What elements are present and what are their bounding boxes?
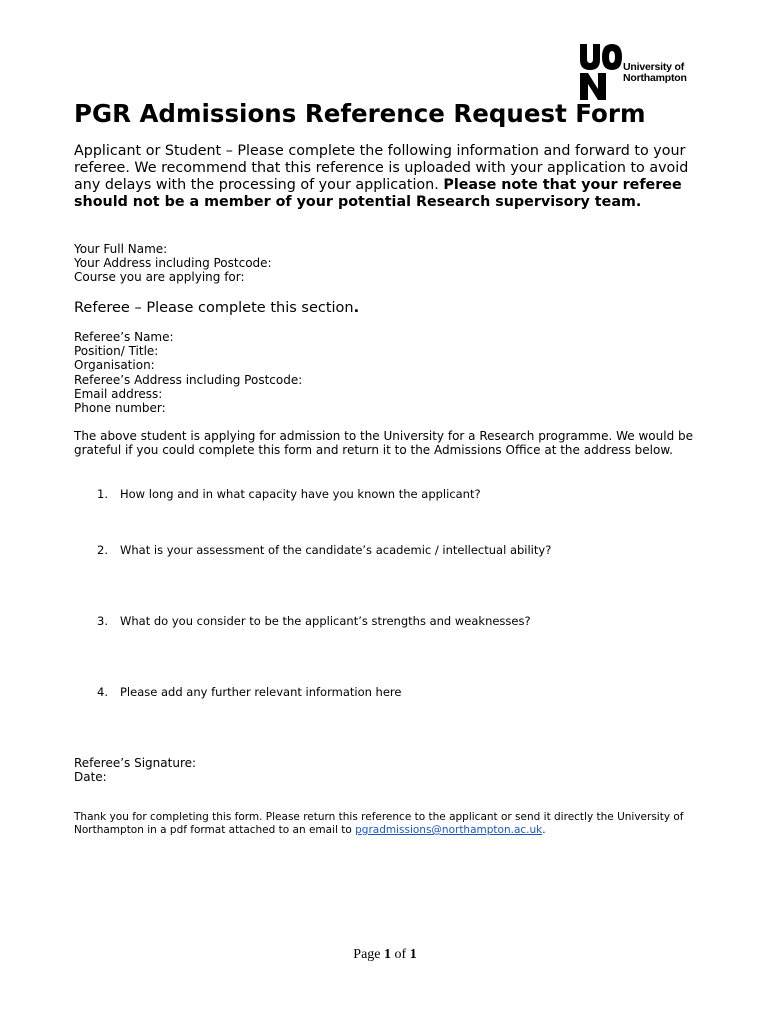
question-4 — [97, 685, 401, 699]
of-word: of — [394, 947, 407, 962]
email-link[interactable]: pgradmissions@northampton.ac.uk — [355, 824, 543, 836]
phone-label: Phone number: — [74, 401, 166, 416]
question-text: Please add any further relevant information here — [120, 685, 402, 699]
page-word: Page — [353, 947, 381, 962]
question-number: 4. — [97, 685, 108, 699]
current-page: 1 — [384, 947, 392, 962]
email-label: Email address: — [74, 386, 163, 401]
intro-text: Applicant or Student – Please complete the following information and forward to your referee. We recommend that this reference is uploaded with your application to avoid any delays with the processing of your application. — [74, 143, 689, 193]
university-logo — [579, 43, 709, 101]
question-1 — [97, 487, 481, 501]
referee-section-heading — [74, 299, 359, 317]
logo-line-2: Northampton — [623, 72, 687, 84]
thanks-end: . — [542, 824, 546, 836]
question-number: 3. — [97, 614, 108, 628]
question-number: 1. — [97, 487, 108, 501]
address-label: Your Address including Postcode: — [74, 256, 272, 271]
applicant-fields — [74, 242, 272, 285]
organisation-label: Organisation: — [74, 358, 155, 373]
question-text: What do you consider to be the applicant’s strengths and weaknesses? — [120, 614, 531, 628]
total-pages: 1 — [409, 947, 417, 962]
page-number — [0, 947, 770, 963]
intro-paragraph — [74, 143, 714, 211]
question-text: What is your assessment of the candidate’s academic / intellectual ability? — [120, 543, 552, 557]
position-title-label: Position/ Title: — [74, 344, 159, 359]
question-3 — [97, 614, 531, 628]
referee-name-label: Referee’s Name: — [74, 330, 174, 344]
question-number: 2. — [97, 543, 108, 557]
referee-heading-period: . — [353, 300, 360, 316]
signature-label: Referee’s Signature: — [74, 756, 197, 770]
page-title: PGR Admissions Reference Request Form — [74, 99, 646, 128]
signature-fields — [74, 756, 196, 784]
intro-bold-note: Please note that your referee should not be a member of your potential Research supervisory team. — [74, 177, 682, 210]
course-label: Course you are applying for: — [74, 270, 245, 285]
thanks-paragraph — [74, 811, 714, 837]
full-name-label: Your Full Name: — [74, 242, 168, 256]
referee-address-label: Referee’s Address including Postcode: — [74, 372, 303, 387]
question-2 — [97, 543, 551, 557]
logo-wordmark — [623, 62, 687, 84]
question-text: How long and in what capacity have you known the applicant? — [120, 487, 481, 501]
referee-fields — [74, 330, 302, 415]
admission-paragraph: The above student is applying for admission to the University for a Research programme. We would be grateful if you could complete this form and return it to the Admissions Office at the address below. — [74, 429, 694, 458]
logo-line-1: University of — [623, 61, 684, 73]
referee-heading-text: Referee – Please complete this section — [74, 300, 354, 316]
uon-logo-icon — [579, 43, 623, 101]
thanks-text: Thank you for completing this form. Please return this reference to the applicant or send it directly the University of Northampton in a pdf format attached to an email to — [74, 811, 684, 836]
date-label: Date: — [74, 770, 107, 785]
